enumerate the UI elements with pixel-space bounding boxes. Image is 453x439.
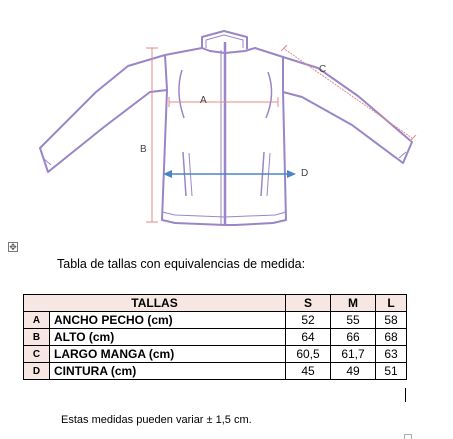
- row-label: CINTURA (cm): [50, 363, 286, 380]
- measure-a-line: [169, 97, 278, 107]
- cell-value: 45: [286, 363, 331, 380]
- cell-value: 60,5: [286, 346, 331, 363]
- header-size-m: M: [331, 295, 376, 312]
- page-corner-mark: [404, 434, 412, 439]
- label-c: C: [319, 64, 327, 75]
- measure-c-line: [283, 48, 412, 138]
- cell-value: 49: [331, 363, 376, 380]
- label-b: B: [140, 144, 147, 155]
- measure-c-ticks: [281, 45, 416, 141]
- table-header-row: [24, 295, 407, 312]
- measure-d-arrow: [163, 170, 296, 178]
- size-table: [23, 294, 407, 380]
- cell-value: 55: [331, 312, 376, 329]
- row-letter: D: [24, 363, 50, 380]
- label-a: A: [200, 95, 207, 106]
- row-letter: A: [24, 312, 50, 329]
- text-cursor: [405, 388, 406, 402]
- variance-note: Estas medidas pueden variar ± 1,5 cm.: [61, 414, 252, 426]
- cell-value: 58: [376, 312, 407, 329]
- table-title: Tabla de tallas con equivalencias de medida:: [57, 257, 306, 271]
- cell-value: 63: [376, 346, 407, 363]
- label-d: D: [301, 168, 309, 179]
- cell-value: 66: [331, 329, 376, 346]
- header-tallas: TALLAS: [24, 295, 286, 312]
- row-label: LARGO MANGA (cm): [50, 346, 286, 363]
- row-letter: B: [24, 329, 50, 346]
- table-move-handle-icon[interactable]: ✥: [9, 242, 17, 252]
- row-letter: C: [24, 346, 50, 363]
- measure-b-line: [146, 48, 158, 222]
- cell-value: 68: [376, 329, 407, 346]
- cell-value: 52: [286, 312, 331, 329]
- table-row: [24, 363, 407, 380]
- cell-value: 61,7: [331, 346, 376, 363]
- header-size-l: L: [376, 295, 407, 312]
- cell-value: 64: [286, 329, 331, 346]
- table-row: [24, 329, 407, 346]
- table-row: [24, 312, 407, 329]
- table-row: [24, 346, 407, 363]
- header-size-s: S: [286, 295, 331, 312]
- cell-value: 51: [376, 363, 407, 380]
- row-label: ANCHO PECHO (cm): [50, 312, 286, 329]
- row-label: ALTO (cm): [50, 329, 286, 346]
